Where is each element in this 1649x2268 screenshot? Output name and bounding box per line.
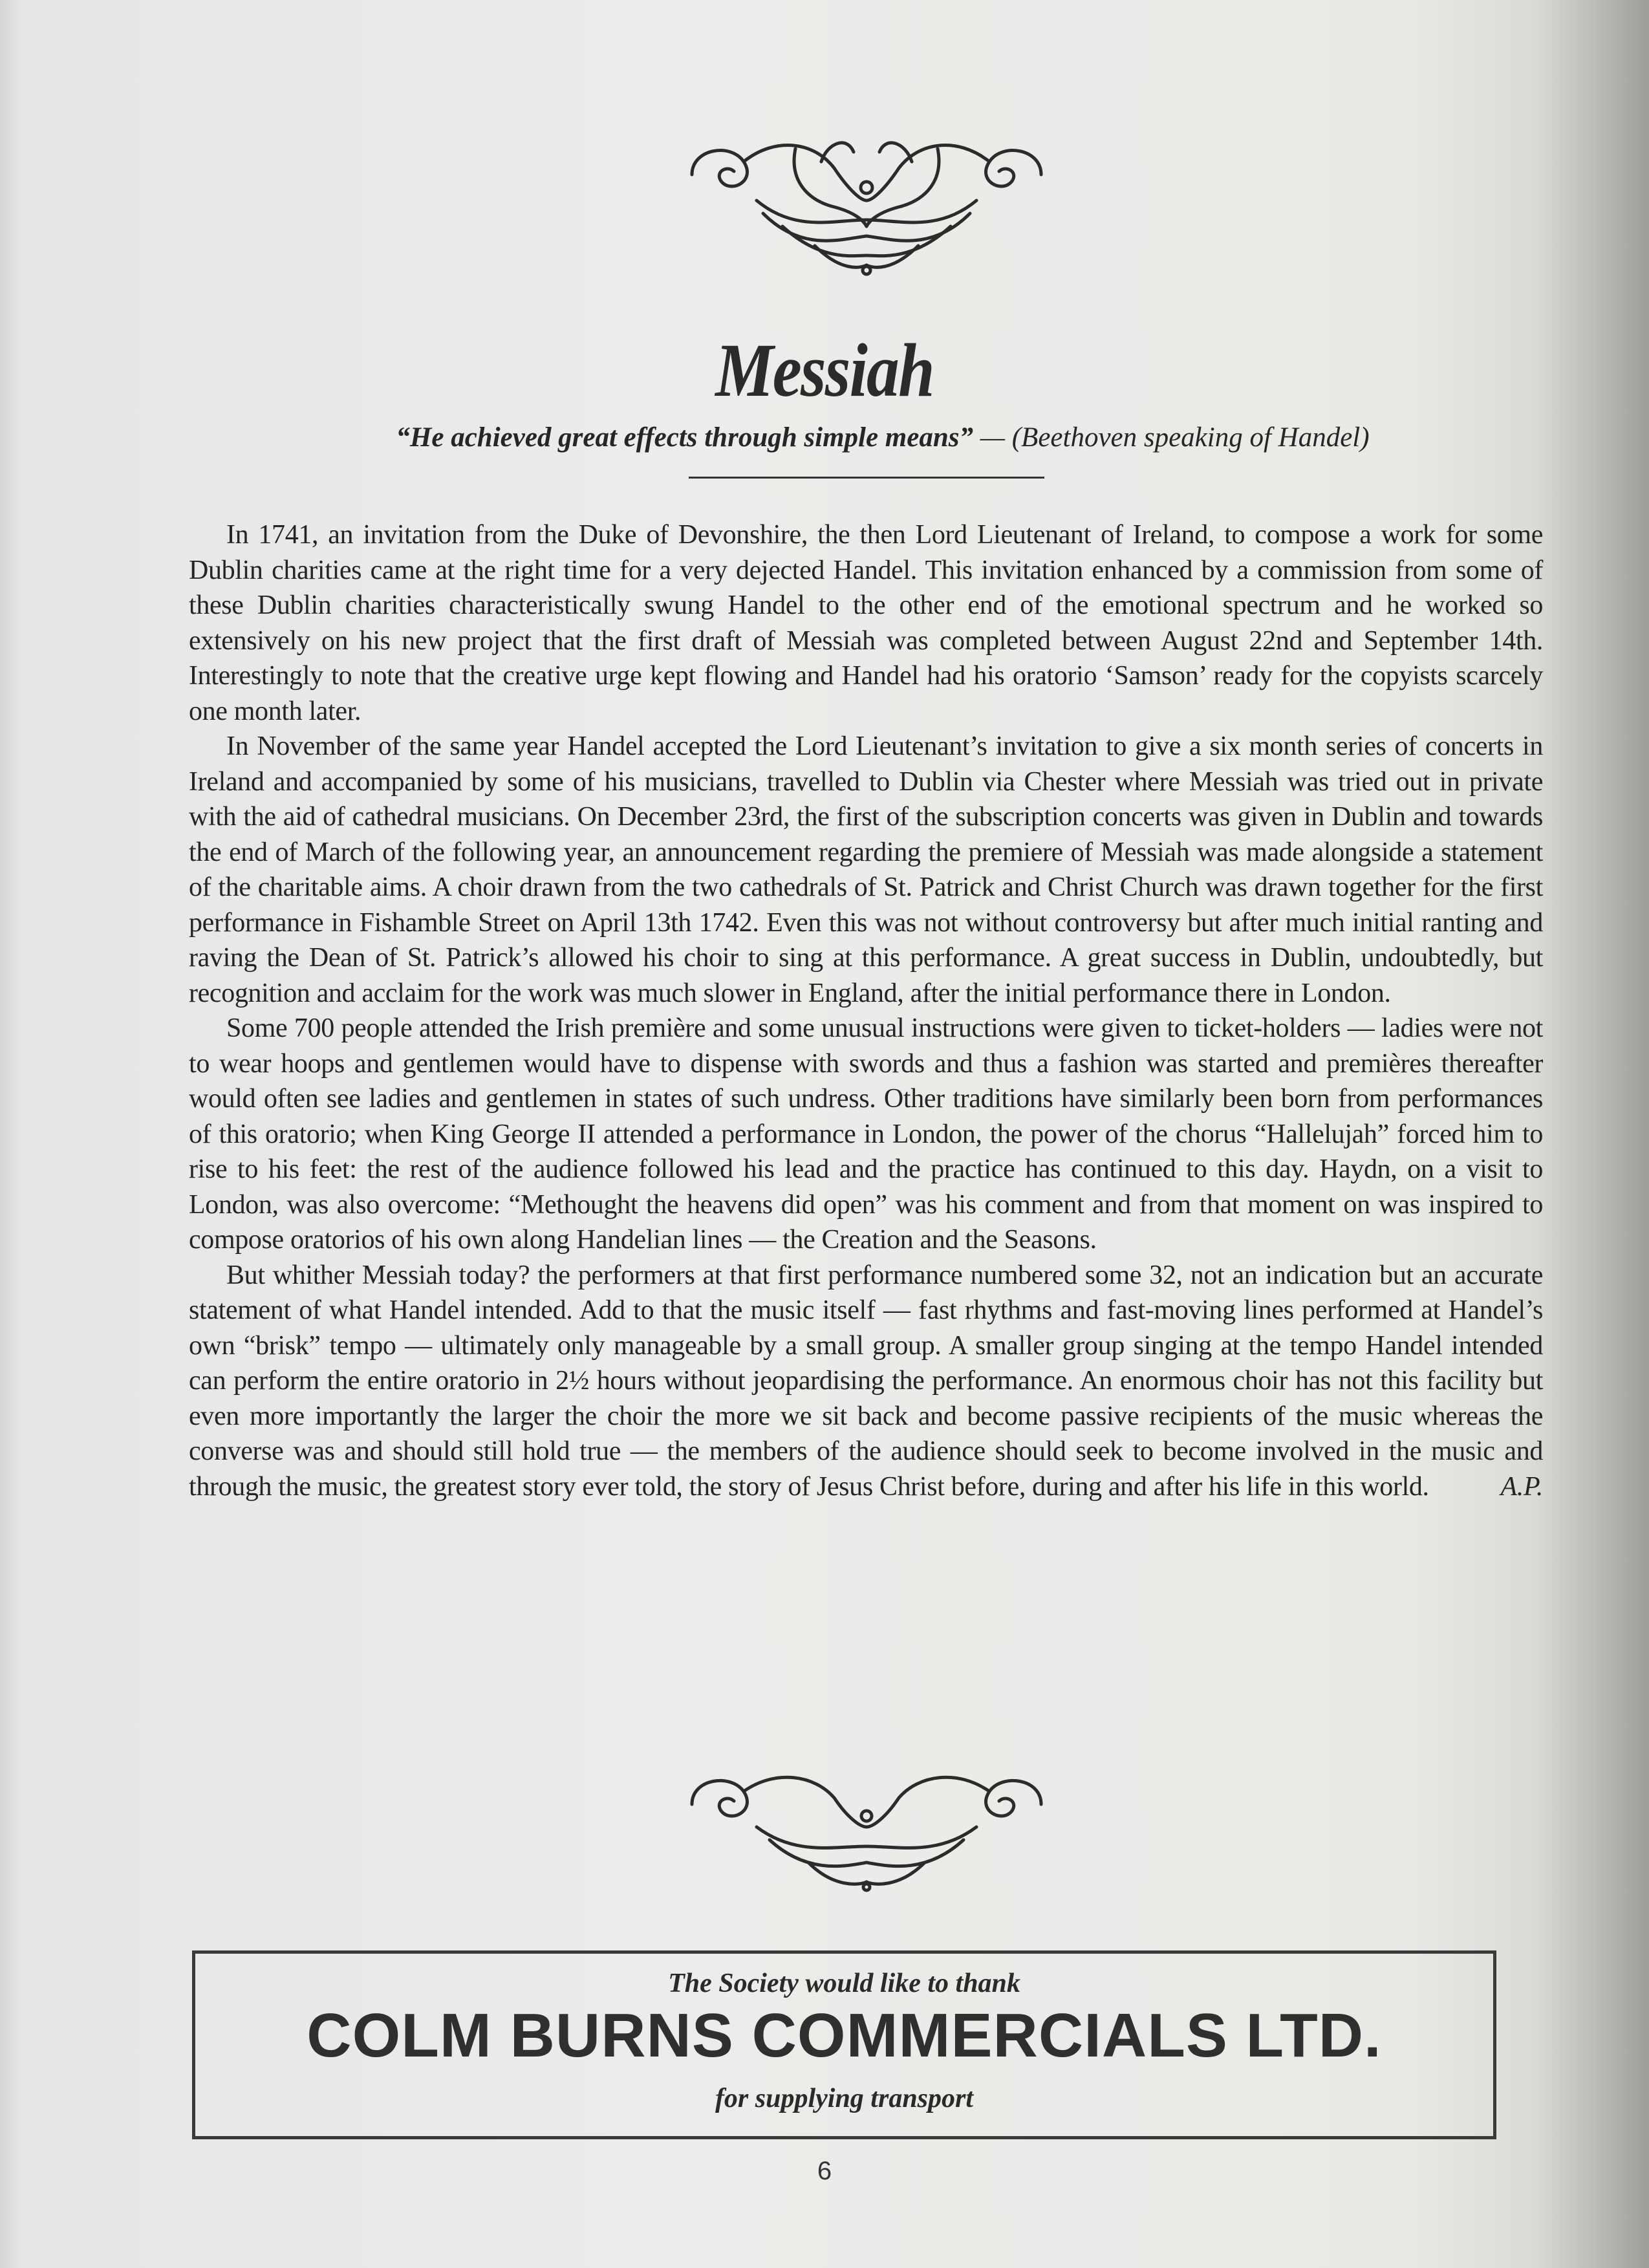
scroll-ornament-icon [666, 1759, 1067, 1895]
title-divider [689, 477, 1044, 479]
sponsor-thanks-box [192, 1950, 1496, 2139]
paragraph-1: In 1741, an invitation from the Duke of Devonshire, the then Lord Lieutenant of Ireland, to compose a work for some Dublin charities came at the right time for a very dejected Handel. This invitation enhanced by a commission from some of these Dublin charities characteristically swung Handel to the other end of the emotional spectrum and he worked so extensively on his new project that the first draft of Messiah was completed between August 22nd and September 14th. Interestingly to note that the creative urge kept flowing and Handel had his oratorio ‘Samson’ ready for the copyists scarcely one month later. [189, 520, 1543, 726]
author-signature: A.P. [1500, 1471, 1543, 1502]
subtitle [194, 422, 1571, 453]
page-number: 6 [817, 2157, 832, 2185]
paragraph-3: Some 700 people attended the Irish première and some unusual instructions were given to ticket-holders — ladies were not to wear hoops and gentlemen would have to dispense with swords and thus a fashion was started and premières thereafter would often see ladies and gentlemen in states of such undress. Other traditions have similarly been born from performances of this oratorio; when King George II attended a performance in London, the power of the chorus “Hallelujah” forced him to rise to his feet: the rest of the audience followed his lead and the practice has continued to this day. Haydn, on a visit to London, was also overcome: “Methought the heavens did open” was his comment and from that moment on was inspired to compose oratorios of his own along Handelian lines — the Creation and the Seasons. [189, 1013, 1543, 1255]
scroll-ornament-icon [666, 123, 1067, 278]
subtitle-dash: — [973, 422, 1012, 453]
page-title: Messiah [715, 328, 934, 413]
thanks-intro: The Society would like to thank [668, 1969, 1020, 1998]
article-body [189, 517, 1543, 1504]
page-edge [0, 0, 18, 2268]
sponsor-name: COLM BURNS COMMERCIALS LTD. [307, 2001, 1382, 2070]
thanks-outro: for supplying transport [715, 2084, 974, 2113]
paragraph-4-text: But whither Messiah today? the performers at that first performance numbered some 32, not an indication but an accurate statement of what Handel intended. Add to that the music itself — fast rhythms and fast-moving lines performed at Handel’s own “brisk” tempo — ultimately only manageable by a small group. A smaller group singing at the tempo Handel intended can perform the entire oratorio in 2½ hours without jeopardising the performance. An enormous choir has not this facility but even more importantly the larger the choir the more we sit back and become passive recipients of the music whereas the converse was and should still hold true — the members of the audience should seek to become involved in the music and through the music, the greatest story ever told, the story of Jesus Christ before, during and after his life in this world. [189, 1260, 1543, 1502]
subtitle-attribution: (Beethoven speaking of Handel) [1011, 422, 1370, 453]
subtitle-quote: “He achieved great effects through simple means” [396, 422, 973, 453]
paragraph-2: In November of the same year Handel accepted the Lord Lieutenant’s invitation to give a six month series of concerts in Ireland and accompanied by some of his musicians, travelled to Dublin via Chester where Messiah was tried out in private with the aid of cathedral musicians. On December 23rd, the first of the subscription concerts was given in Dublin and towards the end of March of the following year, an announcement regarding the premiere of Messiah was made alongside a statement of the charitable aims. A choir drawn from the two cathedrals of St. Patrick and Christ Church was drawn together for the first performance in Fishamble Street on April 13th 1742. Even this was not without controversy but after much initial ranting and raving the Dean of St. Patrick’s allowed his choir to sing at this performance. A great success in Dublin, undoubtedly, but recognition and acclaim for the work was much slower in England, after the initial performance there in London. [189, 731, 1543, 1008]
paragraph-4 [189, 1258, 1543, 1505]
